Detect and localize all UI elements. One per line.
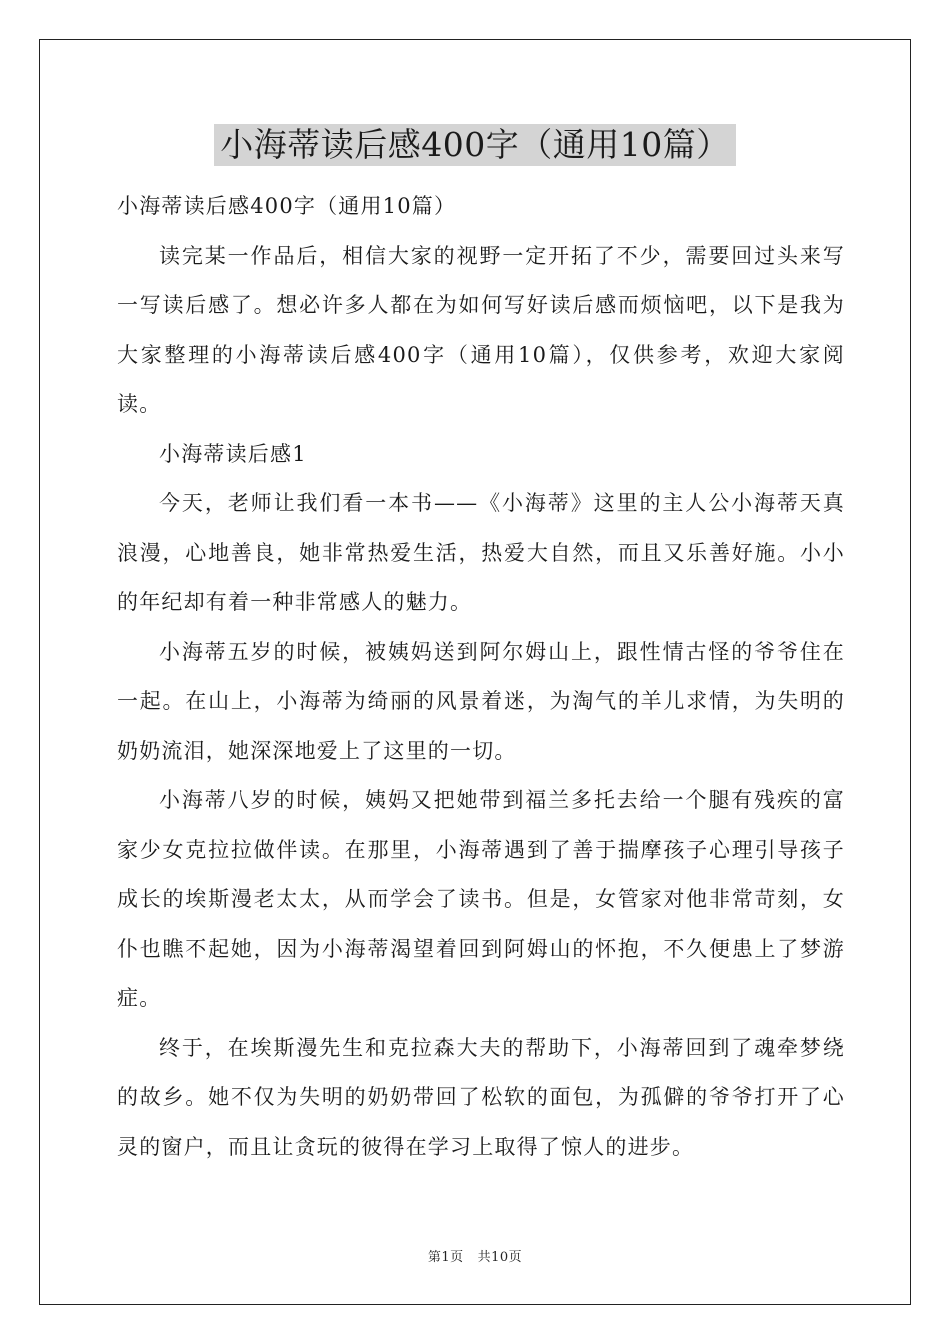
section-heading: 小海蒂读后感1 — [159, 441, 307, 466]
document-body — [117, 182, 845, 1172]
intro-paragraph: 读完某一作品后，相信大家的视野一定开拓了不少，需要回过头来写一写读后感了。想必许多人都在为如何写好读后感而烦恼吧，以下是我为大家整理的小海蒂读后感400字（通用10篇），仅供参考，欢迎大家阅读。 — [117, 243, 845, 416]
title-container — [0, 124, 950, 166]
page-number-current: 第1页 — [427, 1250, 464, 1265]
document-title: 小海蒂读后感400字（通用10篇） — [214, 124, 735, 166]
body-paragraph: 今天，老师让我们看一本书——《小海蒂》这里的主人公小海蒂天真浪漫，心地善良，她非常热爱生活，热爱大自然，而且又乐善好施。小小的年纪却有着一种非常感人的魅力。 — [117, 491, 845, 614]
body-paragraph: 小海蒂五岁的时候，被姨妈送到阿尔姆山上，跟性情古怪的爷爷住在一起。在山上，小海蒂为绮丽的风景着迷，为淘气的羊儿求情，为失明的奶奶流泪，她深深地爱上了这里的一切。 — [117, 639, 845, 763]
subtitle-paragraph: 小海蒂读后感400字（通用10篇） — [117, 194, 457, 218]
page-footer — [0, 1246, 950, 1265]
body-paragraph: 终于，在埃斯漫先生和克拉森大夫的帮助下，小海蒂回到了魂牵梦绕的故乡。她不仅为失明的奶奶带回了松软的面包，为孤僻的爷爷打开了心灵的窗户，而且让贪玩的彼得在学习上取得了惊人的进步。 — [117, 1035, 845, 1159]
body-paragraph: 小海蒂八岁的时候，姨妈又把她带到福兰多托去给一个腿有残疾的富家少女克拉拉做伴读。在那里，小海蒂遇到了善于揣摩孩子心理引导孩子成长的埃斯漫老太太，从而学会了读书。但是，女管家对他非常苛刻，女仆也瞧不起她，因为小海蒂渴望着回到阿姆山的怀抱，不久便患上了梦游症。 — [117, 788, 845, 1010]
page-number-total: 共10页 — [477, 1250, 523, 1265]
